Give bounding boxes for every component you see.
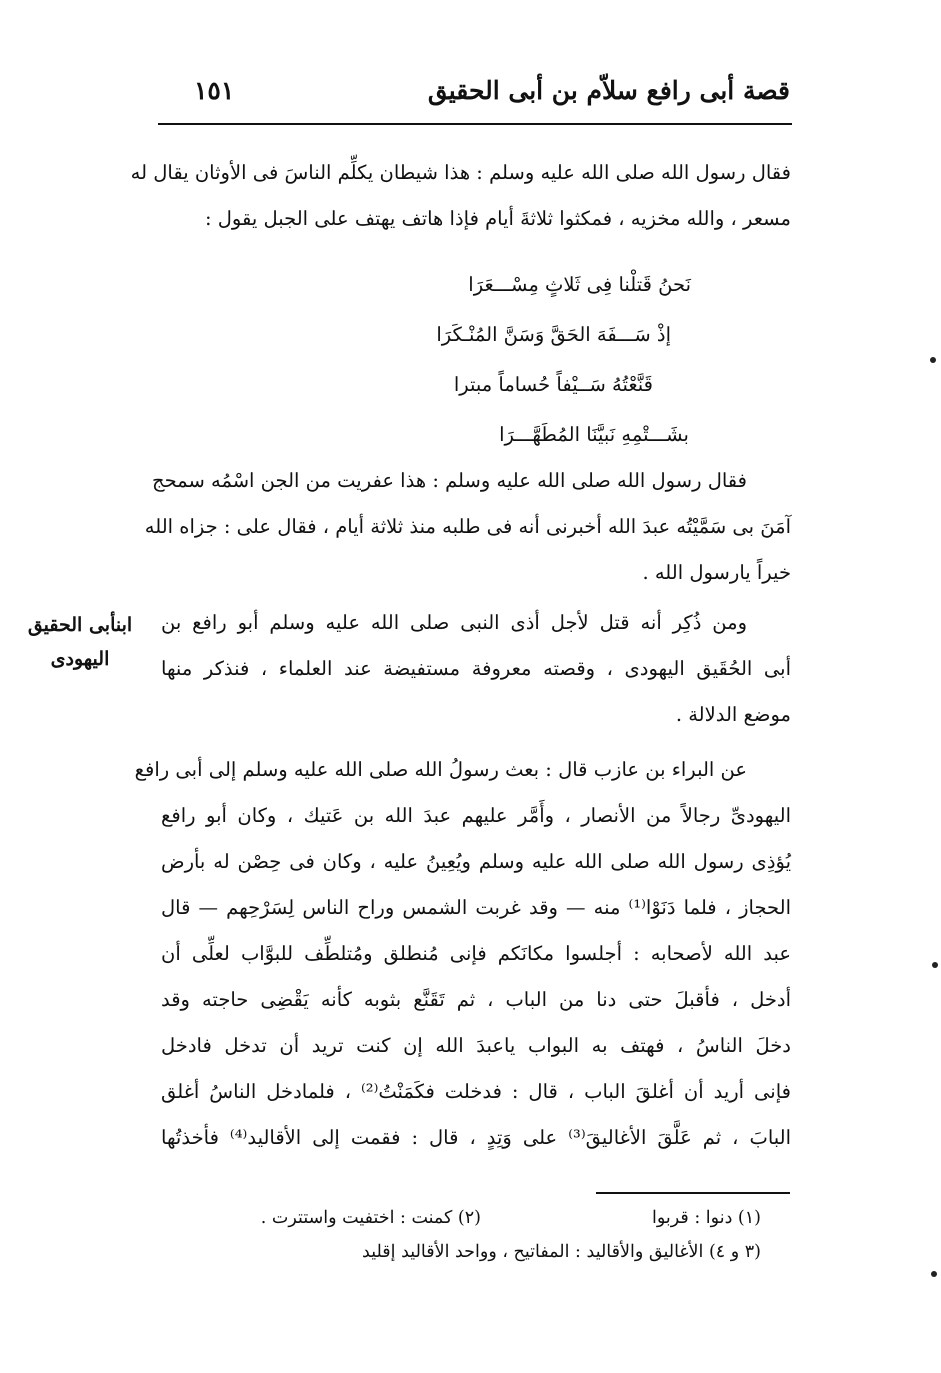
text-line: عبد الله لأصحابه : أجلسوا مكانَكم فإنى مُنطلق ومُتلطِّف للبوَّاب لعلِّى أن <box>161 942 791 965</box>
paragraph-4 <box>134 747 792 1161</box>
footnote-row <box>161 1203 761 1233</box>
footnote-1: (١) دنوا : قربوا <box>651 1208 761 1228</box>
text-line: البابَ ، ثم عَلَّقَ الأغاليقَ⁽³⁾ على وَتِدٍ ، قال : فقمت إلى الأقاليد⁽⁴⁾ فأخذتُها <box>161 1126 792 1149</box>
footnote-3-4: (٣ و ٤) الأغاليق والأقاليد : المفاتيح ، وواحد الأقاليد إقليد <box>362 1242 761 1262</box>
poem-verse: إذْ سَـــفَهَ الحَقَّ وَسَنَّ المُنْـكَرَا <box>436 323 671 346</box>
text-line: آمَنَ بى سَمَّيْتُه عبدَ الله أخبرنى أنه فى طلبه منذ ثلاثة أيام ، فقال على : جزاه الله <box>144 515 791 538</box>
footnote-row <box>161 1237 761 1267</box>
text-line: موضع الدلالة . <box>675 703 791 726</box>
text-line: عن البراء بن عازب قال : بعث رسولُ الله صلى الله عليه وسلم إلى أبى رافع <box>134 758 747 781</box>
page-header <box>160 72 790 122</box>
page-number: ١٥١ <box>194 76 235 105</box>
paragraph-3 <box>161 600 791 738</box>
header-rule <box>158 123 792 125</box>
text-line: فإنى أريد أن أغلقَ الباب ، قال : فدخلت فكَمَنْتُ⁽²⁾ ، فلمادخل الناسُ أغلق <box>161 1080 791 1103</box>
scan-speck <box>931 1271 937 1277</box>
text-line: خيراً يارسول الله . <box>642 561 791 584</box>
text-line: مسعر ، والله مخزيه ، فمكثوا ثلاثةَ أيام فإذا هاتف يهتف على الجبل يقول : <box>204 207 791 230</box>
margin-note-line: ابنأبى الحقيق <box>27 614 133 636</box>
margin-note <box>6 608 154 676</box>
poem <box>221 260 691 460</box>
poem-verse: بشَـــتْمِهِ نَبيَّنَا المُطَهَّـــرَا <box>499 423 689 446</box>
poem-verse: قَنَّعْتُهُ سَــيْفاً حُساماً مبترا <box>453 373 653 396</box>
text-line: ومن ذُكِر أنه قتل لأجل أذى النبى صلى الله عليه وسلم أبو رافع بن <box>161 611 747 634</box>
scan-speck <box>932 962 938 968</box>
text-line: الحجاز ، فلما دَنَوْا⁽¹⁾ منه — وقد غربت الشمس وراح الناس لِسَرْحِهم — قال <box>161 896 791 919</box>
footnote-2: (٢) كمنت : اختفيت واستترت . <box>260 1208 481 1228</box>
text-line: فقال رسول الله صلى الله عليه وسلم : هذا عفريت من الجن اسْمُه سمحج <box>152 469 747 492</box>
footnote-rule <box>596 1192 790 1194</box>
text-line: أدخل ، فأقبلَ حتى دنا من الباب ، ثم تَقَنَّع بثوبه كأنه يَقْضِى حاجته وقد <box>161 988 791 1011</box>
text-line: يُؤذِى رسول الله صلى الله عليه وسلم ويُعِينُ عليه ، وكان فى حِصْن له بأرض <box>161 850 791 873</box>
text-line: اليهودىِّ رجالاً من الأنصار ، وأَمَّر عليهم عبدَ الله بن عَتيك ، وكان أبو رافع <box>161 804 791 827</box>
text-line: فقال رسول الله صلى الله عليه وسلم : هذا شيطان يكلِّم الناسَ فى الأوثان يقال له <box>130 161 791 184</box>
running-title: قصة أبى رافع سلاّم بن أبى الحقيق <box>427 76 790 105</box>
poem-verse: نَحنُ قَتلْنا فِى ثَلاثٍ مِسْـــعَرَا <box>468 273 691 296</box>
margin-note-line: اليهودى <box>50 648 110 670</box>
text-line: أبى الحُقَيق اليهودى ، وقصته معروفة مستفيضة عند العلماء ، فنذكر منها <box>161 657 791 680</box>
text-line: دخلَ الناسُ ، فهتف به البواب ياعبدَ الله إن كنت تريد أن تدخل فادخل <box>161 1034 791 1057</box>
paragraph-1 <box>130 150 791 242</box>
paragraph-2 <box>144 458 791 596</box>
scan-speck <box>930 357 936 363</box>
